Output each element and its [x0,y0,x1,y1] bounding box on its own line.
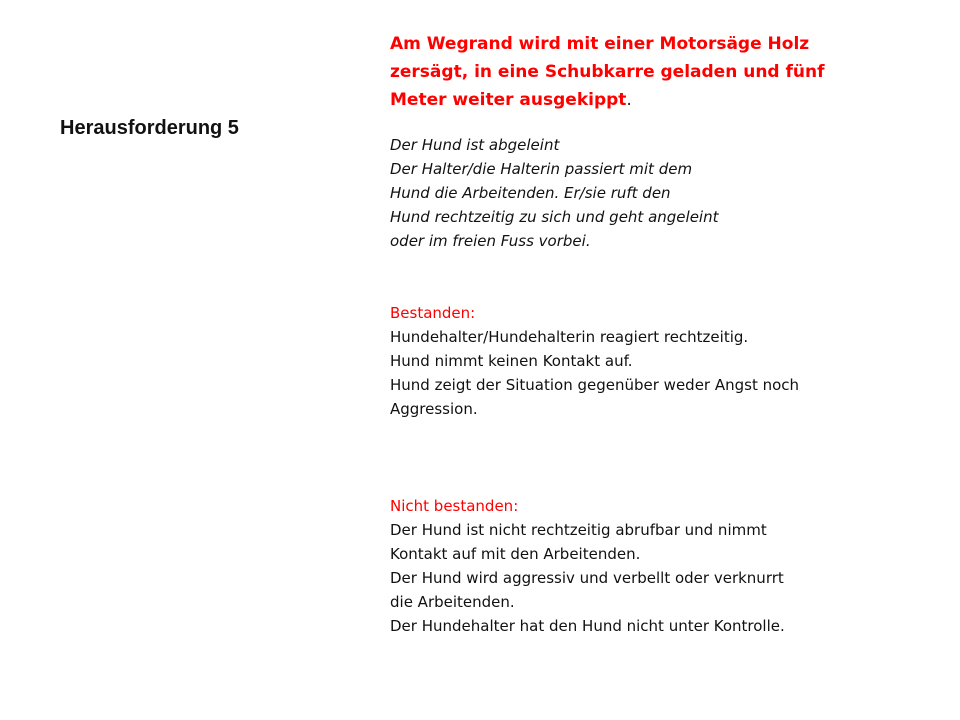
criteria-line: Der Hundehalter hat den Hund nicht unter Kontrolle. [390,617,785,635]
heading-line: Am Wegrand wird mit einer Motorsäge Holz [390,34,810,54]
criteria-line: Hund zeigt der Situation gegenüber weder Angst noch [390,376,800,394]
criteria-line: Der Hund ist nicht rechtzeitig abrufbar und nimmt [390,521,767,539]
challenge-heading [390,30,930,114]
criteria-line: die Arbeitenden. [390,593,515,611]
slide-title: Herausforderung 5 [60,117,239,139]
passed-criteria [390,301,930,421]
failed-criteria [390,494,930,638]
criteria-line: Hundehalter/Hundehalterin reagiert rechtzeitig. [390,328,749,346]
situation-description [390,133,930,253]
criteria-line: Hund nimmt keinen Kontakt auf. [390,352,633,370]
heading-line: zersägt, in eine Schubkarre geladen und fünf [390,62,825,82]
heading-line-text: Meter weiter ausgekippt [390,90,627,110]
criteria-line: Kontakt auf mit den Arbeitenden. [390,545,641,563]
heading-end-mark: . [626,90,632,110]
criteria-line: Der Hund wird aggressiv und verbellt oder verknurrt [390,569,784,587]
failed-label: Nicht bestanden: [390,497,519,515]
criteria-line: Aggression. [390,400,478,418]
situation-line: Der Hund ist abgeleint [390,136,560,154]
situation-line: Hund die Arbeitenden. Er/sie ruft den [390,184,671,202]
situation-line: oder im freien Fuss vorbei. [390,232,591,250]
situation-line: Der Halter/die Halterin passiert mit dem [390,160,693,178]
situation-line: Hund rechtzeitig zu sich und geht angeleint [390,208,719,226]
heading-line [390,86,930,114]
passed-label: Bestanden: [390,304,476,322]
